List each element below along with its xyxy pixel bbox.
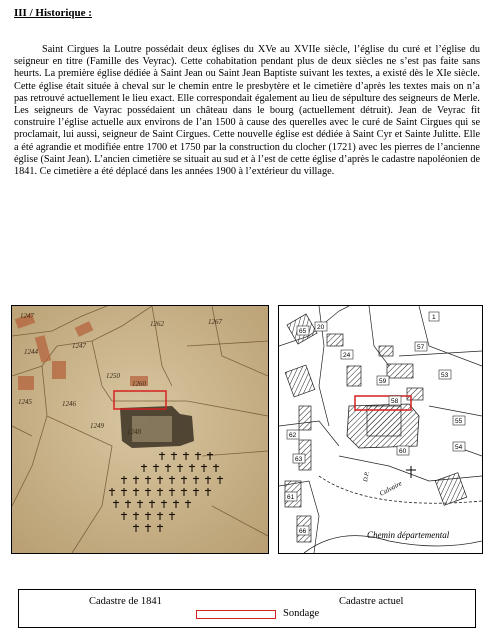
dp-label: D.P.: [363, 471, 371, 483]
map-left-label-3: 1249: [90, 422, 104, 430]
map-left-label-10: 1247: [72, 342, 86, 350]
map-left-label-4: 1250: [106, 372, 120, 380]
map-right-label-7: 24: [343, 352, 351, 359]
map-left-label-1: 1247: [20, 312, 34, 320]
map-right-label-6: 20: [317, 324, 325, 331]
map-left-label-6: 1262: [150, 320, 164, 328]
map-left-label-7: 1244: [24, 348, 38, 356]
parcel-number-box: [341, 350, 353, 359]
map-right-label-9: 62: [289, 432, 297, 439]
parcel-number-box: [297, 326, 309, 335]
map-right-label-2: 59: [379, 378, 387, 385]
map-right-label-14: 61: [287, 494, 295, 501]
map-right-label-13: 53: [441, 372, 449, 379]
sondage-swatch: [196, 610, 276, 619]
map-right-label-3: 57: [417, 344, 425, 351]
legend-sondage-label: Sondage: [283, 608, 320, 619]
chemin-label: Chemin départemental: [367, 530, 450, 540]
parcel-number-box: [429, 312, 439, 321]
map-right-label-11: 55: [455, 418, 463, 425]
section-heading: III / Historique :: [14, 7, 92, 19]
calvaire-label: Calvaire: [378, 479, 404, 498]
parcel-number-box: [453, 442, 465, 451]
map-left-label-2: 1248: [127, 428, 141, 436]
parcel-number-box: [439, 370, 451, 379]
parcel-number-box: [415, 342, 427, 351]
parcel-number-box: [287, 430, 299, 439]
map-left-label-8: 1245: [18, 398, 32, 406]
legend-caption-1841: Cadastre de 1841: [89, 596, 162, 607]
map-right-label-5: 58: [391, 398, 399, 405]
parcel-number-box: [397, 446, 409, 455]
parcel-number-box: [315, 322, 327, 331]
cadastre-actuel-map: [278, 305, 483, 554]
parcel-number-box: [389, 396, 401, 405]
cadastre-1841-map: [11, 305, 269, 554]
legend-caption-actuel: Cadastre actuel: [339, 596, 404, 607]
parcel-number-box: [377, 376, 389, 385]
map-left-label-11: 1260: [132, 380, 146, 388]
map-right-label-8: 63: [295, 456, 303, 463]
parcel-number-box: [297, 526, 309, 535]
legend-box: [18, 589, 476, 628]
map-right-label-1: 65: [299, 328, 307, 335]
map-right-label-12: 54: [455, 444, 463, 451]
parcel-number-box: [453, 416, 465, 425]
history-paragraph: Saint Cirgues la Loutre possédait deux églises du XVe au XVIIe siècle, l’église du curé et l’église du seigneur en titre (Famille des Veyrac). Cette cohabitation pendant plus de deux siècles ne s’est pas faite sans heurts. La première église dédiée à Saint Jean ou Saint Jean Baptiste suivant les textes, a existé dès le XIe siècle. Cette église était située à cheval sur le chemin entre le presbytère et le cimetière d’après les textes mais on n’a pas retrouvé actuellement le lieu exact. Elle correspondait également au lieu de sépulture des seigneurs de Merle. Les seigneurs de Vayrac possédaient un château dans le bourg (actuellement détruit). Jean de Veyrac fit construire l’église actuelle aux environs de l’an 1500 à cause des querelles avec le curé de Saint Cirgues qui se proclamait, lui aussi, seigneur de Saint Cirgues. Cette nouvelle église est dédiée à Saint Cyr et Sainte Julitte. Elle a été agrandie et modifiée entre 1700 et 1750 par la construction du clocher (1721) avec les pierres de l’ancienne église (Saint Jean). L’ancien cimetière se situait au sud et à l’est de cette église d’après le cadastre napoléonien de 1841. Ce cimetière a été déplacé dans les années 1900 à l’extérieur du village.: [14, 44, 480, 178]
map-right-label-15: 66: [299, 528, 307, 535]
map-left-label-9: 1246: [62, 400, 76, 408]
cadastre-actuel-drawing: [279, 306, 482, 553]
parcel-number-box: [285, 492, 297, 501]
map-left-label-5: 1267: [208, 318, 222, 326]
map-right-label-4: 1: [432, 314, 436, 321]
map-right-label-10: 60: [399, 448, 407, 455]
parcel-number-box: [293, 454, 305, 463]
cadastre-1841-drawing: [12, 306, 268, 553]
